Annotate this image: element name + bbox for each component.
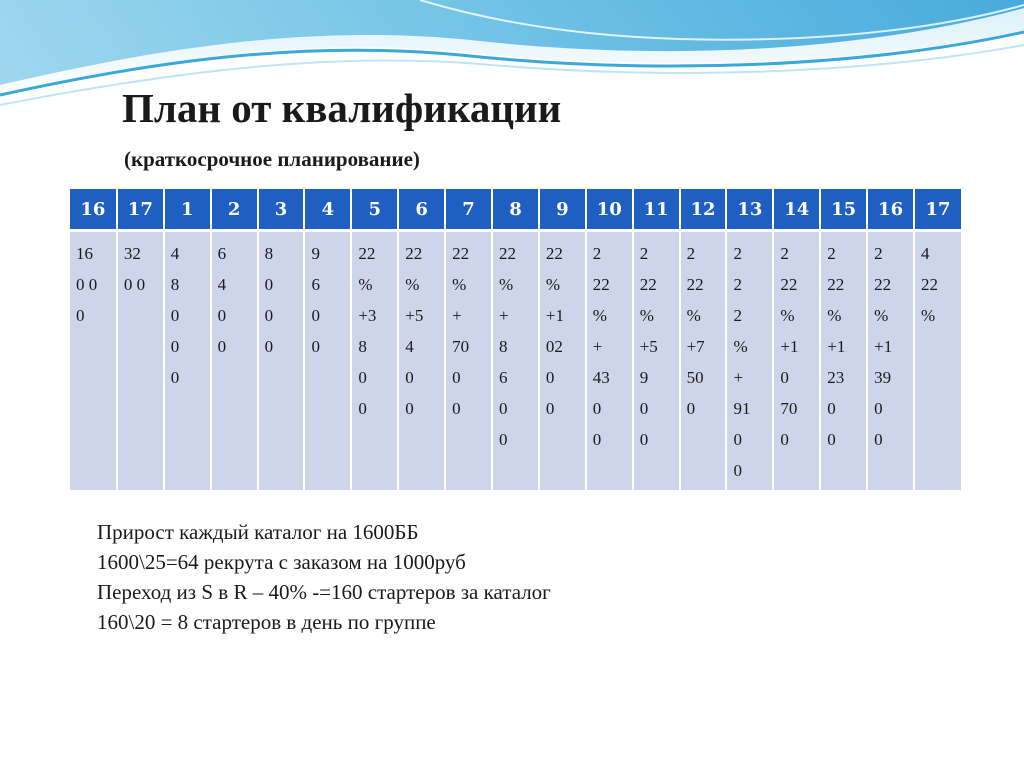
note-line: Переход из S в R – 40% -=160 стартеров за каталог <box>97 580 551 604</box>
cell-value: 2 22 % +1 23 0 0 <box>827 244 846 449</box>
cell-value: 6 4 0 0 <box>217 244 227 356</box>
cell-value: 8 0 0 0 <box>264 244 274 356</box>
cell-value: 2 22 % +1 39 0 0 <box>874 244 893 449</box>
header-cell: 16 <box>70 189 117 231</box>
cell-value: 22 % + 70 0 0 <box>452 244 470 418</box>
cell-value: 2 22 % + 43 0 0 <box>592 244 610 449</box>
data-cell <box>633 231 680 491</box>
header-cell: 11 <box>633 189 680 231</box>
header-cell: 8 <box>492 189 539 231</box>
data-cell <box>258 231 305 491</box>
cell-value: 32 0 0 <box>123 244 146 294</box>
data-cell <box>820 231 867 491</box>
data-cell <box>398 231 445 491</box>
header-cell: 17 <box>914 189 961 231</box>
cell-value: 22 % +5 4 0 0 <box>405 244 424 418</box>
header-cell: 13 <box>726 189 773 231</box>
data-cell <box>914 231 961 491</box>
header-cell: 17 <box>117 189 164 231</box>
data-cell <box>445 231 492 491</box>
data-cell <box>726 231 773 491</box>
cell-value: 22 % +1 02 0 0 <box>545 244 564 418</box>
data-cell <box>539 231 586 491</box>
cell-value: 2 22 % +5 9 0 0 <box>639 244 658 449</box>
page-title: План от квалификации <box>122 85 562 131</box>
header-cell: 10 <box>586 189 633 231</box>
data-cell <box>680 231 727 491</box>
note-line: 160\20 = 8 стартеров в день по группе <box>97 610 436 634</box>
header-row <box>70 189 961 231</box>
data-cell <box>117 231 164 491</box>
cell-value: 22 % + 8 6 0 0 <box>499 244 517 449</box>
data-cell <box>70 231 117 491</box>
cell-value: 2 22 % +7 50 0 <box>686 244 705 418</box>
header-cell: 2 <box>211 189 258 231</box>
data-cell <box>164 231 211 491</box>
data-cell <box>492 231 539 491</box>
cell-value: 22 % +3 8 0 0 <box>358 244 377 418</box>
cell-value: 4 22 % <box>921 244 939 325</box>
data-cell <box>867 231 914 491</box>
data-cell <box>304 231 351 491</box>
data-cell <box>211 231 258 491</box>
header-cell: 9 <box>539 189 586 231</box>
header-cell: 15 <box>820 189 867 231</box>
header-cell: 5 <box>351 189 398 231</box>
page-subtitle: (краткосрочное планирование) <box>124 147 420 171</box>
notes-block <box>97 517 551 637</box>
note-line: Прирост каждый каталог на 1600ББ <box>97 520 419 544</box>
header-cell: 12 <box>680 189 727 231</box>
data-cell <box>773 231 820 491</box>
plan-table <box>70 189 961 490</box>
header-cell: 3 <box>258 189 305 231</box>
cell-value: 16 0 0 0 <box>76 244 98 325</box>
cell-value: 4 8 0 0 0 <box>170 244 180 387</box>
table-row <box>70 231 961 491</box>
cell-value: 9 6 0 0 <box>311 244 320 356</box>
header-cell: 14 <box>773 189 820 231</box>
cell-value: 2 2 2 % + 91 0 0 <box>733 244 751 480</box>
data-cell <box>351 231 398 491</box>
header-cell: 6 <box>398 189 445 231</box>
header-cell: 1 <box>164 189 211 231</box>
data-cell <box>586 231 633 491</box>
header-cell: 4 <box>304 189 351 231</box>
header-cell: 16 <box>867 189 914 231</box>
note-line: 1600\25=64 рекрута с заказом на 1000руб <box>97 550 466 574</box>
header-cell: 7 <box>445 189 492 231</box>
cell-value: 2 22 % +1 0 70 0 <box>780 244 799 449</box>
